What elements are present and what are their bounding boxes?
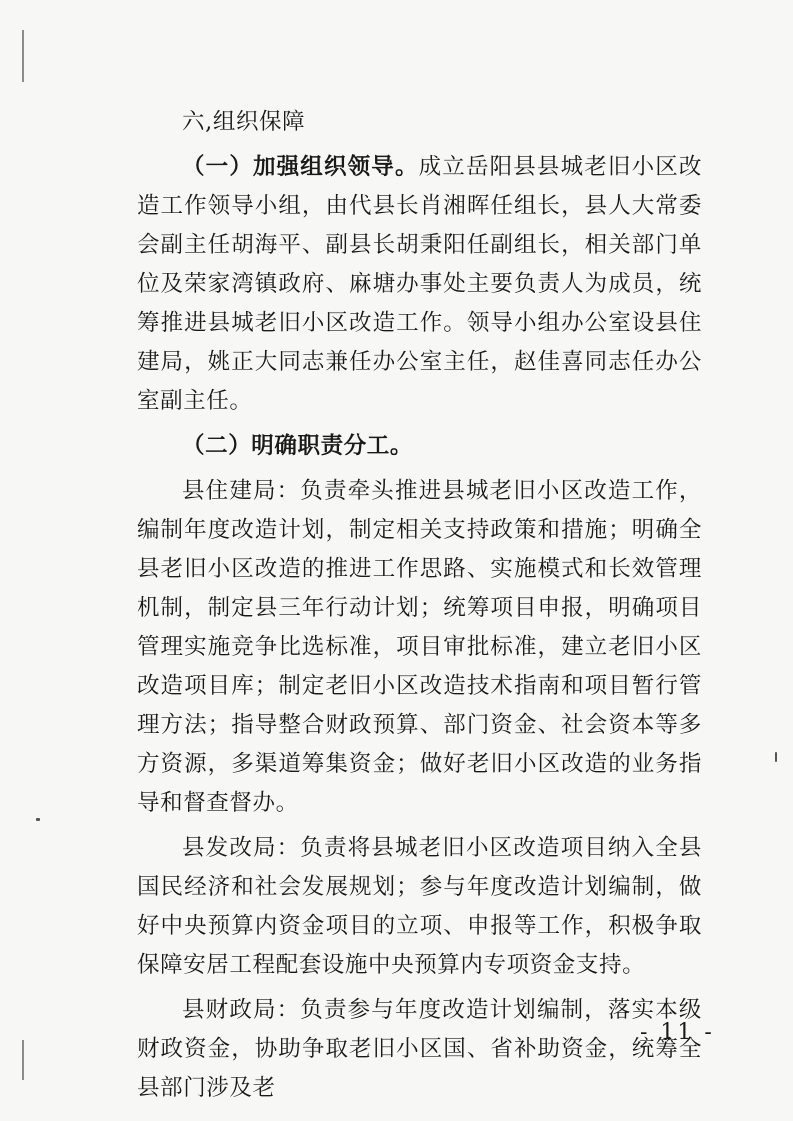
- paragraph-development-bureau: 县发改局：负责将县城老旧小区改造项目纳入全县国民经济和社会发展规划；参与年度改造计划编制，做好中央预算内资金项目的立项、申报等工作，积极争取保障安居工程配套设施中央预算内专项资金支持。: [137, 835, 702, 978]
- paragraph-finance-bureau: 县财政局：负责参与年度改造计划编制，落实本级财政资金，协助争取老旧小区国、省补助资金，统筹全县部门涉及老: [137, 997, 702, 1101]
- binding-mark: [22, 30, 24, 82]
- paragraph-text: 成立岳阳县县城老旧小区改造工作领导小组，由代县长肖湘晖任组长，县人大常委会副主任胡海平、副县长胡秉阳任副组长，相关部门单位及荣家湾镇政府、麻塘办事处主要负责人为成员，统筹推进县城老旧小区改造工作。领导小组办公室设县住建局，姚正大同志兼任办公室主任，赵佳喜同志任办公室副主任。: [137, 154, 702, 414]
- subheading-strengthen-leadership: （一）加强组织领导。: [182, 154, 419, 180]
- subheading-text: （二）明确职责分工。: [182, 433, 414, 459]
- scan-artifact: [36, 818, 40, 821]
- section-title: 六,组织保障: [182, 109, 306, 135]
- page-number: - 11 -: [640, 1020, 715, 1045]
- subheading-clarify-duties: [137, 427, 702, 466]
- paragraph-organization-leadership: [137, 148, 702, 421]
- paragraph-housing-bureau: 县住建局：负责牵头推进县城老旧小区改造工作，编制年度改造计划，制定相关支持政策和措施；明确全县老旧小区改造的推进工作思路、实施模式和长效管理机制，制定县三年行动计划；统筹项目申报，明确项目管理实施竞争比选标准，项目审批标准，建立老旧小区改造项目库；制定老旧小区改造技术指南和项目暂行管理方法；指导整合财政预算、部门资金、社会资本等多方资源，多渠道筹集资金；做好老旧小区改造的业务指导和督查督办。: [137, 478, 702, 816]
- scan-artifact: [775, 752, 777, 762]
- binding-mark: [22, 1040, 24, 1080]
- document-body: [137, 103, 702, 1108]
